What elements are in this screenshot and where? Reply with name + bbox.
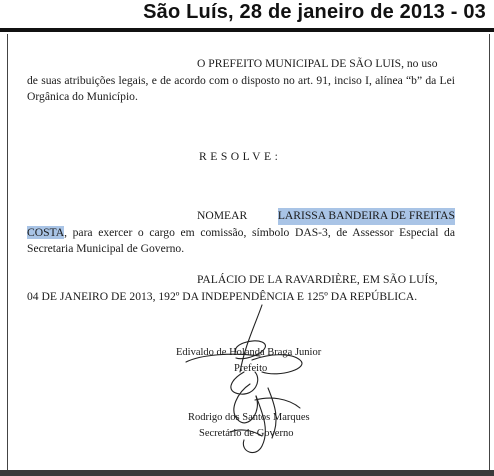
nomear-verb: NOMEAR <box>197 209 248 222</box>
nominee-surname: COSTA <box>27 225 65 239</box>
place-line: PALÁCIO DE LA RAVARDIÈRE, EM SÃO LUÍS, <box>197 273 438 286</box>
footer-rule <box>0 470 494 476</box>
intro-line-2: de suas atribuições legais, e de acordo com o disposto no art. 91, inciso I, alínea “b” da Lei Orgânica do Município. <box>27 73 455 103</box>
signer-2-name: Rodrigo dos Santos Marques <box>188 412 310 423</box>
signer-2-title: Secretário de Governo <box>199 428 294 439</box>
signer-1-name: Edivaldo de Holanda Braga Junior <box>176 347 322 358</box>
nominee-name: LARISSA BANDEIRA DE FREITAS <box>278 208 455 225</box>
nomear-rest: , para exercer o cargo em comissão, símbolo DAS-3, de Assessor Especial da Secretaria Municipal de Governo. <box>27 225 455 255</box>
intro-line-1: O PREFEITO MUNICIPAL DE SÃO LUIS, no uso <box>197 57 438 70</box>
resolve-heading: RESOLVE: <box>199 150 282 163</box>
header-date-page: São Luís, 28 de janeiro de 2013 - 03 <box>143 1 486 23</box>
signer-1-title: Prefeito <box>234 363 268 374</box>
date-line: 04 DE JANEIRO DE 2013, 192º DA INDEPENDÊNCIA E 125º DA REPÚBLICA. <box>27 289 418 303</box>
